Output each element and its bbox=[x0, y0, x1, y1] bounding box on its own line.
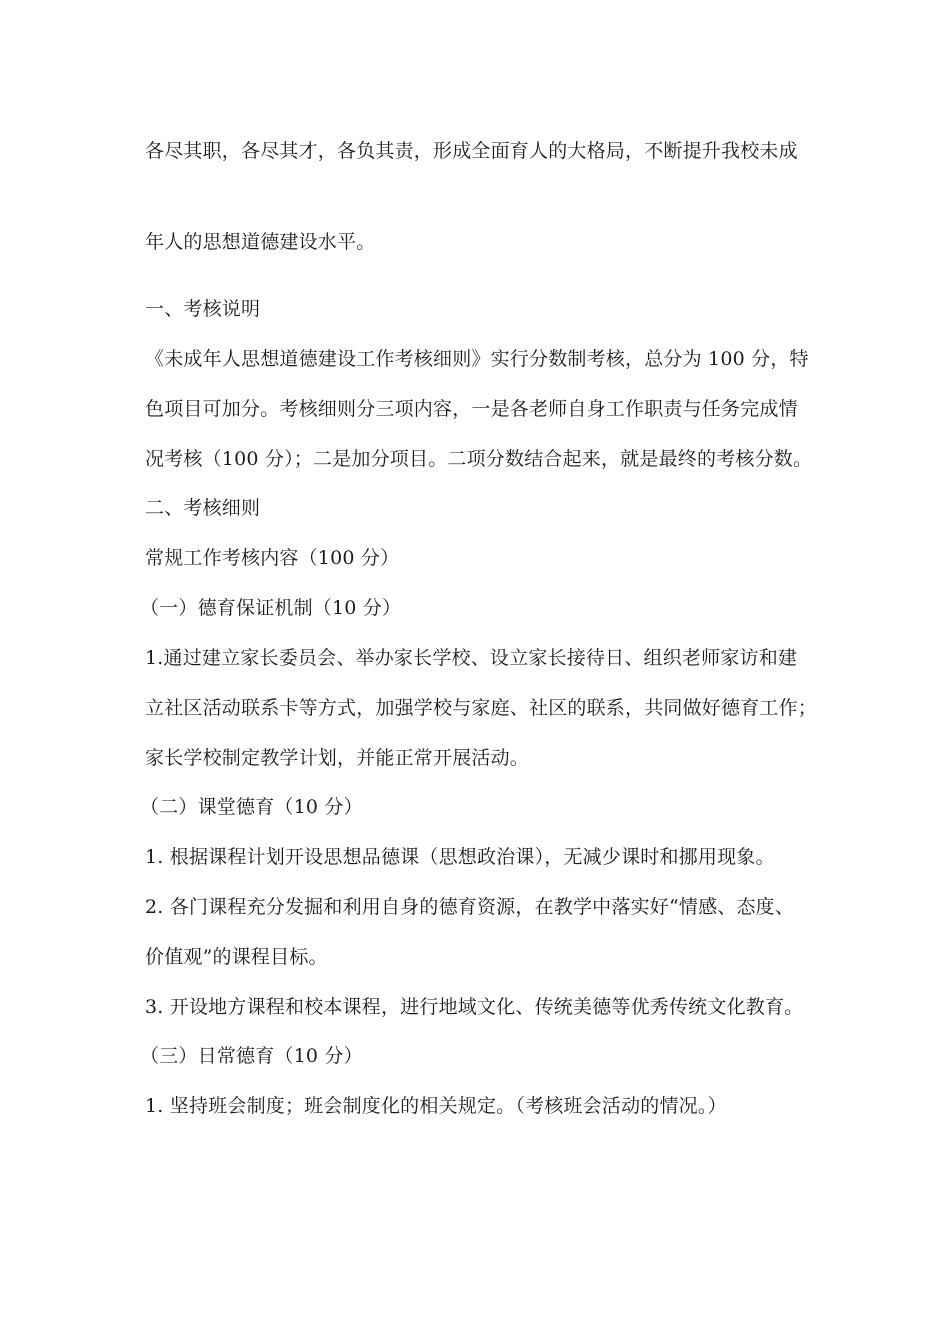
paragraph-line: 色项目可加分。考核细则分三项内容，一是各老师自身工作职责与任务完成情 bbox=[145, 398, 798, 420]
section-heading: 二、考核细则 bbox=[145, 497, 261, 519]
list-item-line: 价值观”的课程目标。 bbox=[145, 946, 328, 968]
subsection-heading: （一）德育保证机制（10 分） bbox=[140, 597, 402, 619]
subsection-heading: （三）日常德育（10 分） bbox=[140, 1045, 363, 1067]
list-item-line: 1. 坚持班会制度；班会制度化的相关规定。（考核班会活动的情况。） bbox=[145, 1095, 727, 1117]
paragraph-line: 各尽其职，各尽其才，各负其责，形成全面育人的大格局，不断提升我校未成 bbox=[145, 140, 798, 162]
subsection-heading: （二）课堂德育（10 分） bbox=[140, 796, 363, 818]
subsection-heading: 常规工作考核内容（100 分） bbox=[145, 547, 400, 569]
paragraph-line: 年人的思想道德建设水平。 bbox=[145, 231, 376, 253]
paragraph-line: 《未成年人思想道德建设工作考核细则》实行分数制考核，总分为 100 分，特 bbox=[145, 348, 809, 370]
list-item-line: 1.通过建立家长委员会、举办家长学校、设立家长接待日、组织老师家访和建 bbox=[145, 647, 798, 669]
list-item-line: 家长学校制定教学计划，并能正常开展活动。 bbox=[145, 747, 530, 769]
section-heading: 一、考核说明 bbox=[145, 298, 261, 320]
list-item-line: 1. 根据课程计划开设思想品德课（思想政治课），无减少课时和挪用现象。 bbox=[145, 846, 775, 868]
paragraph-line: 况考核（100 分）；二是加分项目。二项分数结合起来，就是最终的考核分数。 bbox=[145, 448, 813, 470]
list-item-line: 2. 各门课程充分发掘和利用自身的德育资源，在教学中落实好“情感、态度、 bbox=[145, 896, 795, 918]
list-item-line: 立社区活动联系卡等方式，加强学校与家庭、社区的联系，共同做好德育工作； bbox=[145, 697, 818, 719]
list-item-line: 3. 开设地方课程和校本课程，进行地域文化、传统美德等优秀传统文化教育。 bbox=[145, 996, 804, 1018]
